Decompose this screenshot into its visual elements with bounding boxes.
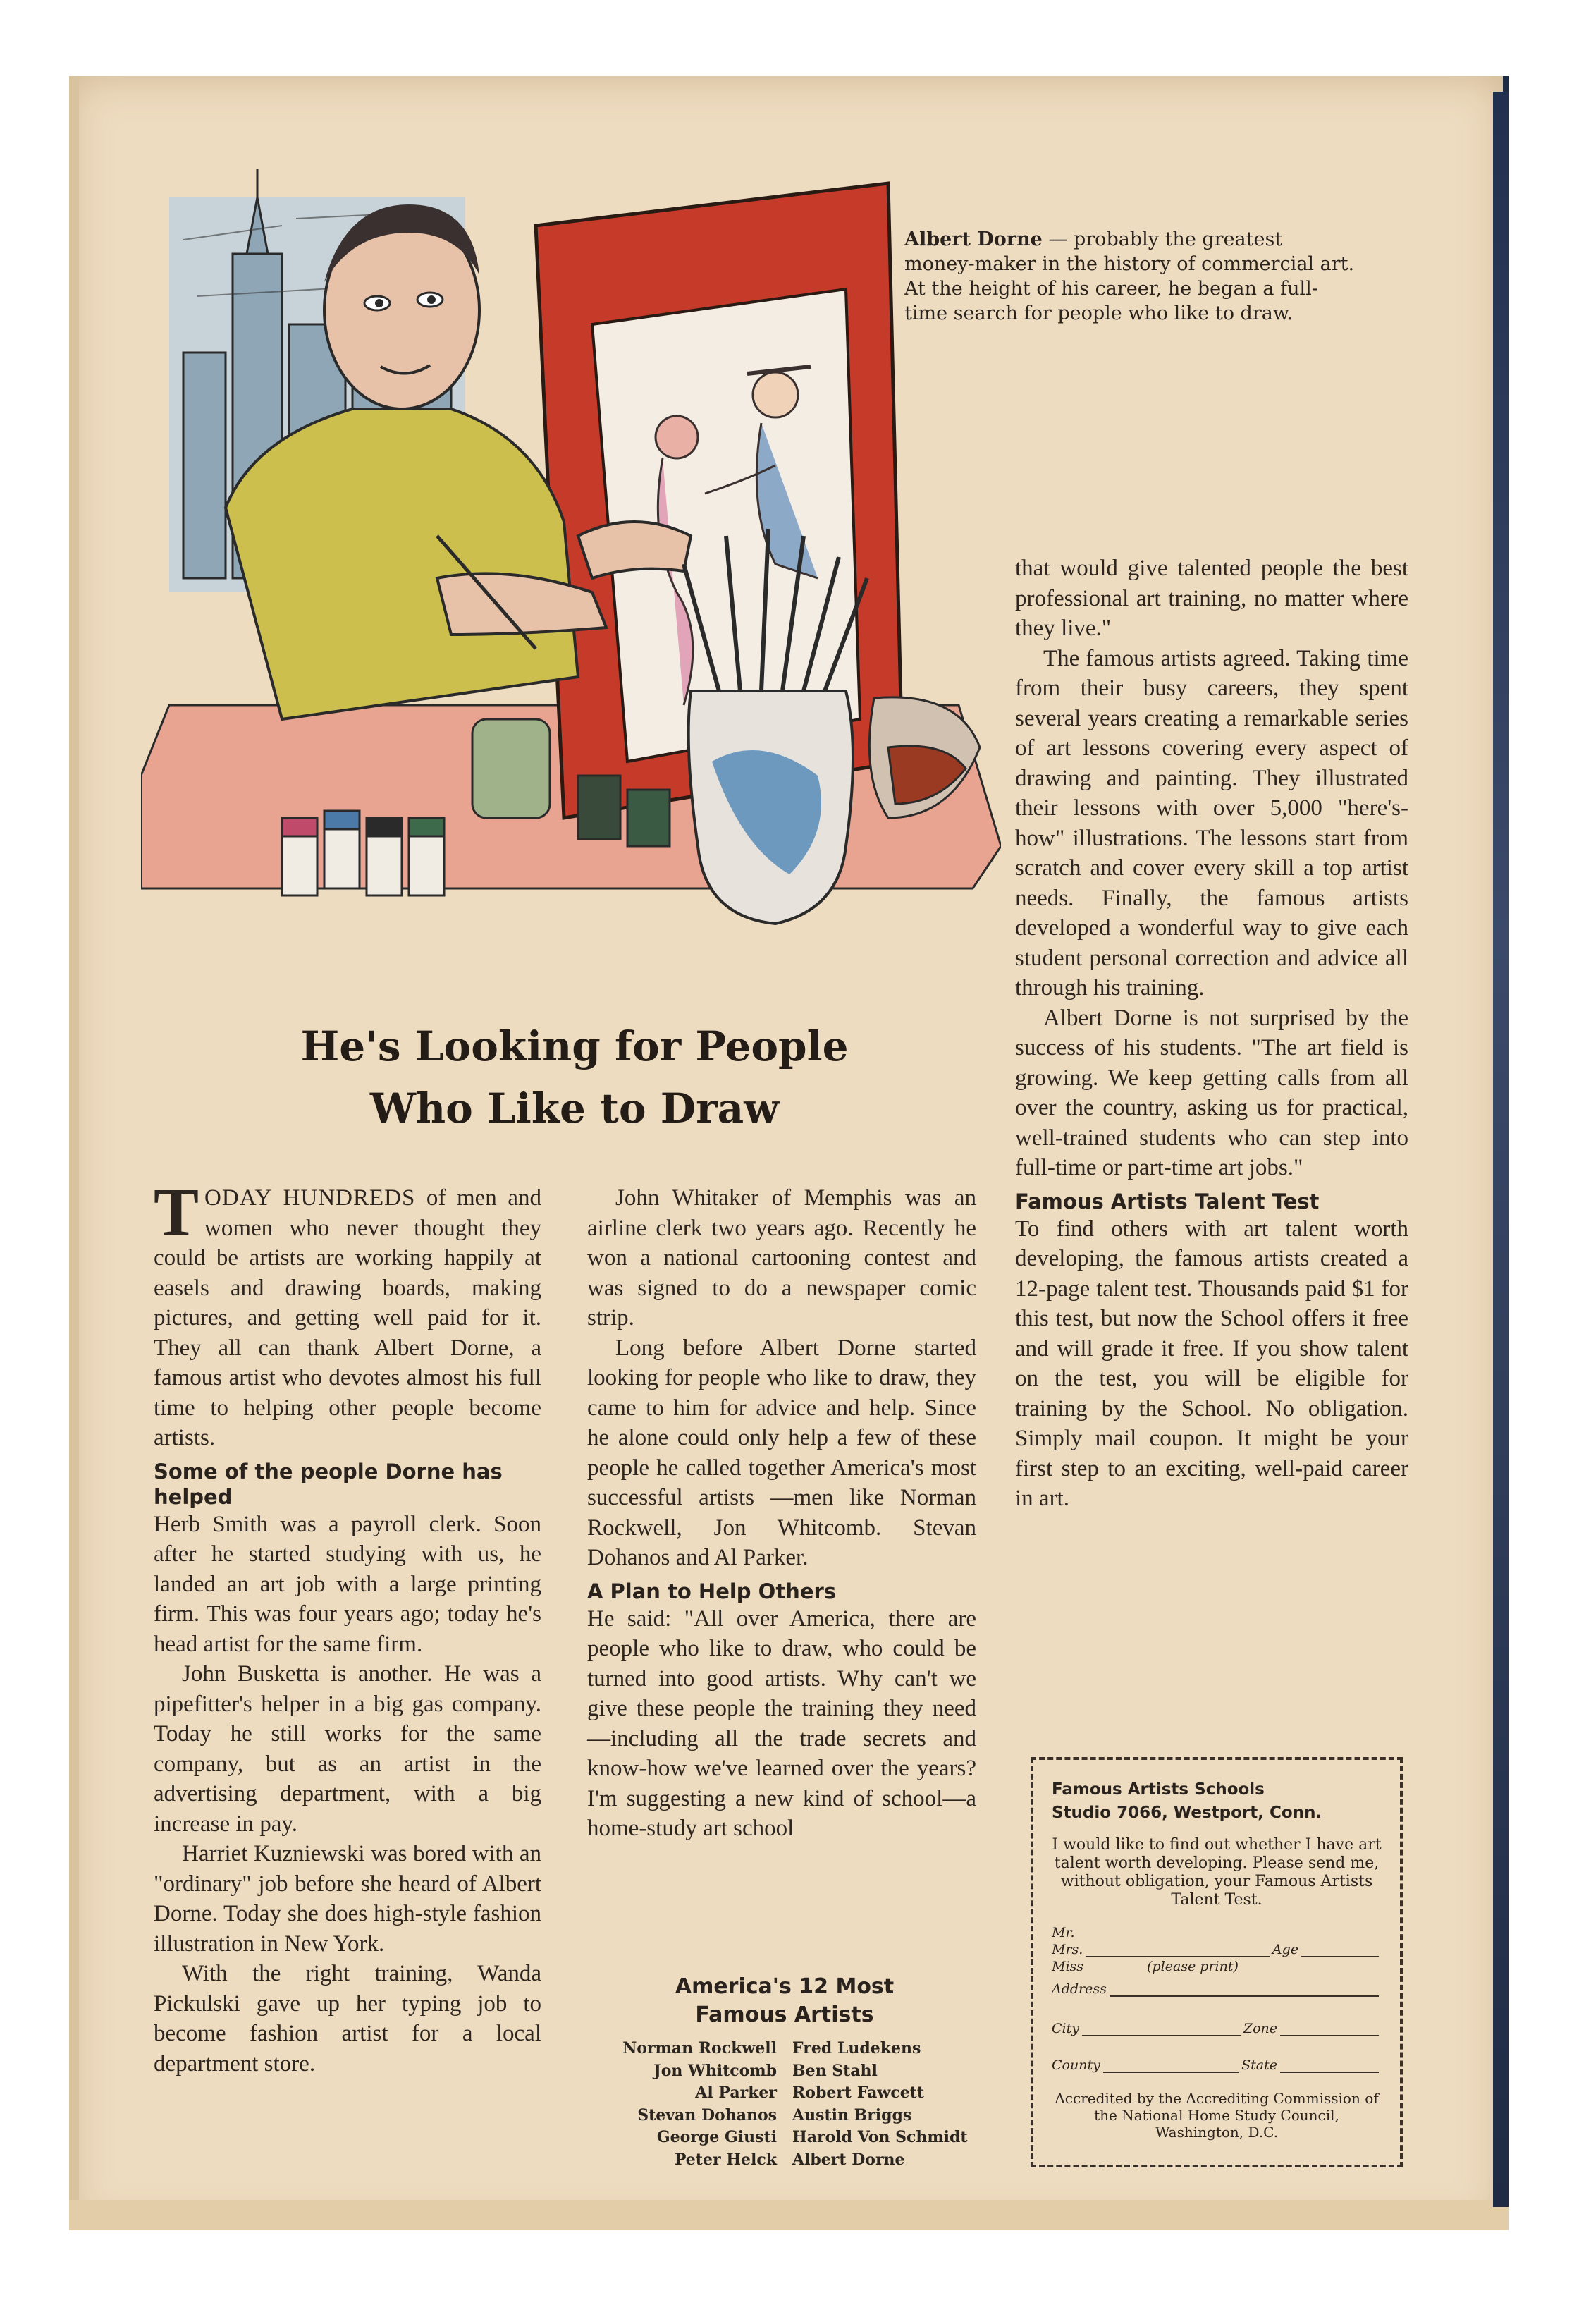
col1-paragraph-1 [154, 1174, 541, 1453]
artist-name: Jon Whitcomb [653, 2061, 777, 2080]
coupon-age-label: Age [1272, 1942, 1298, 1957]
artist-name: Norman Rockwell [622, 2039, 777, 2057]
headline-line-1: He's Looking for People [300, 1022, 849, 1070]
coupon-header [1052, 1778, 1382, 1825]
artist-name: Stevan Dohanos [637, 2105, 777, 2124]
coupon-city-label: City [1052, 2021, 1079, 2036]
caption-name: Albert Dorne [904, 228, 1043, 250]
artist-name: Robert Fawcett [792, 2084, 925, 2102]
coupon-address-label: Address [1052, 1981, 1107, 1997]
artists-title [587, 1973, 982, 2029]
hand [578, 522, 691, 578]
mail-in-coupon[interactable] [1031, 1757, 1403, 2167]
coupon-county-row [1052, 2057, 1382, 2073]
col3-paragraph-3: Albert Dorne is not surprised by the success of his students. "The art field is growing. We keep getting calls from all over the country, asking us for practical, well-trained students who can step into full-time or part-time art jobs." [1015, 1005, 1408, 1180]
col1-lead-text: of men and women who never thought they could be artists are working happily at easels and drawing boards, making pictures, and getting well paid for it. They all can thank Albert Dorne, a famous artist who devotes almost his full time to helping other people become artists. [154, 1185, 541, 1450]
col3-paragraph-4: To find others with art talent worth developing, the famous artists created a 12-page talent test. Thousands paid $1 for this test, but now the School offers it free and will grade it free. If you show talent on the test, you will be eligible for training by the School. No obligation. Simply mail coupon. It might be your first step to an exciting, well-paid career in art. [1015, 1216, 1408, 1511]
coupon-county-label: County [1052, 2057, 1100, 2073]
artist-name: Al Parker [695, 2084, 777, 2102]
col1-paragraph-4: Harriet Kuzniewski was bored with an "ordinary" job before she heard of Albert Dorne. Today she does high-style fashion illustration in New York. [154, 1841, 541, 1957]
artist-name: Harold Von Schmidt [792, 2128, 968, 2146]
artists-list [587, 2038, 982, 2171]
illustration-caption [904, 227, 1356, 326]
artist-name: Austin Briggs [792, 2105, 912, 2124]
coupon-mrs-label: Mrs. [1052, 1942, 1083, 1957]
artist-name: Peter Helck [674, 2150, 777, 2169]
coupon-age-field[interactable] [1301, 1943, 1379, 1957]
coupon-accreditation: Accredited by the Accrediting Commission of the National Home Study Council, Washington, D.C. [1055, 2090, 1379, 2141]
artist-name: Fred Ludekens [792, 2039, 921, 2057]
artist-name: Albert Dorne [792, 2150, 905, 2169]
coupon-school-name: Famous Artists Schools [1052, 1780, 1265, 1799]
coupon-name-row-mrs [1052, 1942, 1382, 1957]
col1-paragraph-5: With the right training, Wanda Pickulski gave up her typing job to become fashion artist for a local department store. [154, 1961, 541, 2077]
coupon-print-hint: (please print) [1147, 1959, 1239, 1974]
coupon-state-label: State [1241, 2057, 1277, 2073]
coupon-mr-label: Mr. [1052, 1925, 1075, 1940]
col3-subhead: Famous Artists Talent Test [1015, 1189, 1320, 1213]
col1-lead-caps: ODAY HUNDREDS [204, 1185, 416, 1211]
spine-stripe [1493, 92, 1509, 2207]
col2-paragraph-2: Long before Albert Dorne started looking for people who like to draw, they came to him for advice and help. Since he alone could only help a few of these people he called together America's most successful artists —men like Norman Rockwell, Jon Whitcomb. Stevan Dohanos and Al Parker. [587, 1335, 976, 1570]
coupon-zone-field[interactable] [1280, 2022, 1379, 2036]
coupon-school-address: Studio 7066, Westport, Conn. [1052, 1804, 1322, 1822]
headline [141, 1015, 1008, 1139]
col3-paragraph-2: The famous artists agreed. Taking time from their busy careers, they spent several years creating a remarkable series of art lessons covering every aspect of drawing and painting. They illustrated their lessons with over 5,000 "here's-how" illustrations. The lessons start from scratch and cover every skill a top artist needs. Finally, the famous artists developed a wonderful way to give each student personal correction and advice all through his training. [1015, 645, 1408, 1001]
col2-paragraph-1: John Whitaker of Memphis was an airline clerk two years ago. Recently he won a national cartooning contest and was signed to do a newspaper comic strip. [587, 1185, 976, 1331]
col3-paragraph-1: that would give talented people the best professional art training, no matter where they live." [1015, 556, 1408, 641]
artist-name: Ben Stahl [792, 2061, 878, 2080]
yellow-shirt [226, 409, 578, 719]
col1-paragraph-3: John Busketta is another. He was a pipefitter's helper in a big gas company. Today he still works for the same company, but as an artist in the advertising department, with a big increase in pay. [154, 1661, 541, 1837]
coupon-city-row [1052, 2021, 1382, 2036]
artists-title-line-1: America's 12 Most [675, 1974, 895, 1999]
col1-subhead: Some of the people Dorne has helped [154, 1459, 503, 1509]
drop-cap: T [154, 1174, 199, 1249]
coupon-name-field[interactable] [1086, 1943, 1270, 1957]
column-1 [154, 1174, 541, 2079]
column-3 [1015, 554, 1408, 1514]
col2-paragraph-3: He said: "All over America, there are people who like to draw, who could be turned into good artists. Why can't we give these people the training they need—including all the trade secrets and know-how we've learned over the years? I'm suggesting a new kind of school—a home-study art school [587, 1606, 976, 1841]
column-2 [587, 1183, 976, 1844]
coupon-name-row-miss [1052, 1959, 1382, 1974]
coupon-address-field[interactable] [1110, 1983, 1379, 1997]
famous-artists-box [587, 1973, 982, 2171]
headline-line-2: Who Like to Draw [369, 1084, 780, 1132]
col2-subhead: A Plan to Help Others [587, 1579, 837, 1603]
paper-bottom-strip [69, 2200, 1509, 2230]
coupon-body-text: I would like to find out whether I have art talent worth developing. Please send me, without obligation, your Famous Artists Talent Test. [1052, 1836, 1382, 1909]
coupon-address-row [1052, 1981, 1382, 1997]
coupon-miss-label: Miss [1052, 1959, 1084, 1974]
coupon-name-row-mr [1052, 1925, 1382, 1940]
artists-title-line-2: Famous Artists [695, 2002, 874, 2027]
coupon-zone-label: Zone [1243, 2021, 1277, 2036]
albert-dorne-illustration [141, 141, 1001, 980]
coupon-state-field[interactable] [1280, 2059, 1379, 2073]
artist-name: George Giusti [656, 2128, 777, 2146]
coupon-county-field[interactable] [1103, 2059, 1239, 2073]
col1-paragraph-2: Herb Smith was a payroll clerk. Soon after he started studying with us, he landed an art job with a large printing firm. This was four years ago; today he's head artist for the same firm. [154, 1511, 541, 1657]
caption-text: — probably the greatest money-maker in the history of commercial art. At the height of his career, he began a full-time search for people who like to draw. [904, 228, 1355, 324]
paper-edge [69, 76, 79, 2230]
coupon-city-field[interactable] [1082, 2022, 1241, 2036]
